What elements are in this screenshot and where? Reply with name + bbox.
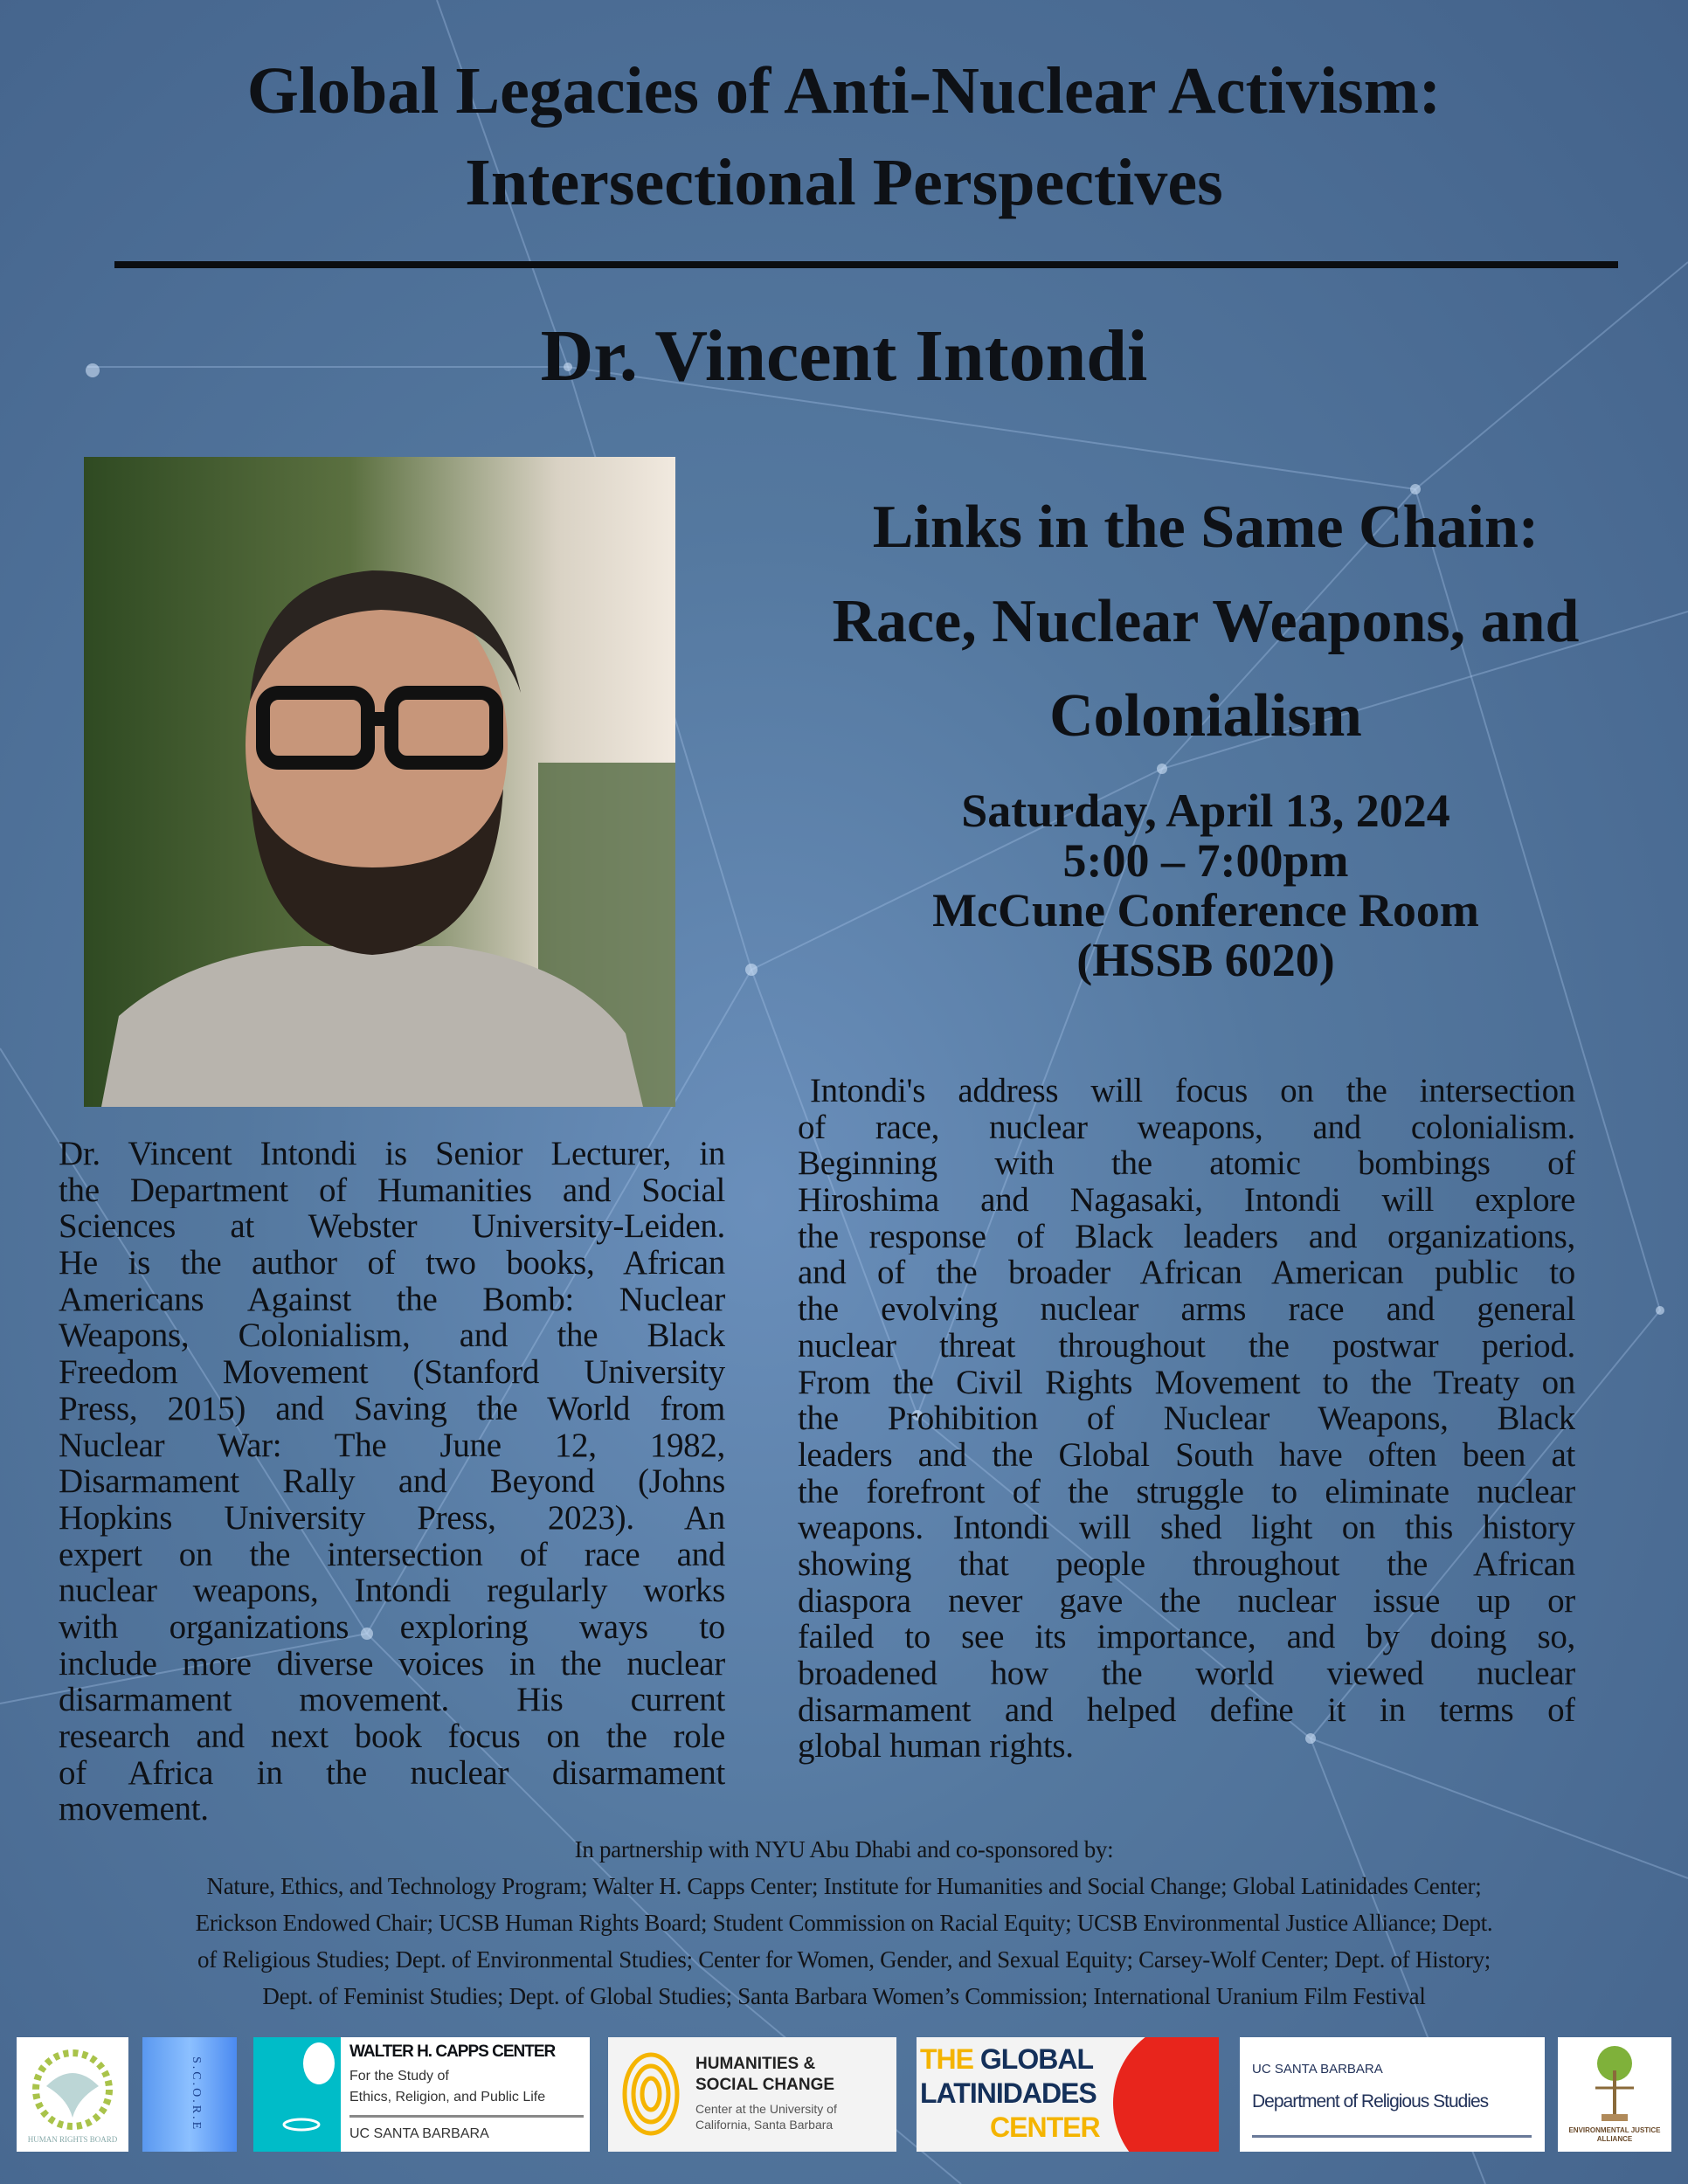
logo-text: Center at the University of: [695, 2102, 837, 2116]
speaker-name: Dr. Vincent Intondi: [540, 315, 1148, 397]
logo-text: For the Study of: [349, 2069, 449, 2084]
text-line: of Africa in the nuclear disarmament: [59, 1754, 725, 1792]
text-line: of race, nuclear weapons, and colonialism.: [798, 1109, 1575, 1146]
logo-text: CENTER: [990, 2111, 1100, 2143]
text-line: nuclear weapons, Intondi regularly works: [59, 1572, 725, 1609]
talk-title-line-2: Race, Nuclear Weapons, and: [832, 588, 1580, 655]
speaker-bio: [59, 1136, 725, 1828]
talk-title-line-1: Links in the Same Chain:: [872, 494, 1539, 561]
global-latinidades-logo: [917, 2037, 1219, 2152]
religious-studies-logo: [1240, 2037, 1545, 2152]
human-rights-board-logo: [17, 2037, 128, 2152]
globe-icon: [1091, 2037, 1219, 2152]
text-line: diaspora never gave the nuclear issue up or: [798, 1582, 1575, 1620]
talk-title-line-3: Colonialism: [1049, 682, 1362, 750]
text-line: leaders and the Global South have often been at: [798, 1436, 1575, 1474]
spiral-icon: [620, 2050, 681, 2138]
environmental-justice-alliance-logo: [1558, 2037, 1671, 2152]
text-line: Americans Against the Bomb: Nuclear: [59, 1281, 725, 1318]
capps-wave-icon: [253, 2037, 341, 2152]
logo-text: California, Santa Barbara: [695, 2118, 834, 2132]
text-line: Press, 2015) and Saving the World from: [59, 1390, 725, 1427]
sponsors-line: Erickson Endowed Chair; UCSB Human Rights Board; Student Commission on Racial Equity; UCSB Environmental Justice Alliance; Dept.: [195, 1910, 1493, 1936]
text-line: with organizations exploring ways to: [59, 1608, 725, 1646]
text-line: Dr. Vincent Intondi is Senior Lecturer, in: [59, 1136, 725, 1172]
score-logo: [142, 2037, 237, 2152]
text-line: nuclear threat throughout the postwar period.: [798, 1327, 1575, 1365]
sponsors-line: Dept. of Feminist Studies; Dept. of Global Studies; Santa Barbara Women’s Commission; International Uranium Film Festival: [262, 1983, 1426, 2009]
event-details: [751, 786, 1660, 985]
text-line: movement.: [59, 1791, 209, 1828]
logo-text: HUMANITIES &: [695, 2055, 816, 2073]
sponsors-section: [0, 1831, 1688, 2015]
text-line: disarmament movement. His current: [59, 1682, 725, 1718]
event-venue: McCune Conference Room: [932, 884, 1479, 936]
text-line: and of the broader African American public to: [798, 1254, 1575, 1292]
logo-text: Ethics, Religion, and Public Life: [349, 2090, 546, 2105]
logo-text: Department of Religious Studies: [1252, 2091, 1489, 2111]
text-line: research and next book focus on the role: [59, 1718, 725, 1755]
text-line: the response of Black leaders and organizations,: [798, 1218, 1575, 1255]
text-line: the forefront of the struggle to eliminate nuclear: [798, 1473, 1575, 1510]
text-line: broadened how the world viewed nuclear: [798, 1655, 1575, 1692]
text-line: Intondi's address will focus on the intersection: [810, 1073, 1575, 1109]
title-divider: [114, 261, 1618, 268]
sponsors-line: of Religious Studies; Dept. of Environmental Studies; Center for Women, Gender, and Sexual Equity; Carsey-Wolf Center; Dept. of History;: [197, 1946, 1491, 1973]
sponsors-line: Nature, Ethics, and Technology Program; Walter H. Capps Center; Institute for Humanities and Social Change; Global Latinidades Center;: [206, 1873, 1482, 1899]
logo-text: HUMAN RIGHTS BOARD: [27, 2135, 118, 2144]
logo-text: GLOBAL: [979, 2043, 1093, 2075]
logo-text: LATINIDADES: [920, 2077, 1097, 2109]
capps-center-logo: [253, 2037, 590, 2152]
text-line: global human rights.: [798, 1728, 1074, 1766]
text-line: He is the author of two books, African: [59, 1245, 725, 1282]
text-line: the Prohibition of Nuclear Weapons, Black: [798, 1400, 1575, 1437]
text-line: showing that people throughout the African: [798, 1545, 1575, 1583]
logo-text: ENVIRONMENTAL JUSTICE ALLIANCE: [1568, 2126, 1661, 2143]
talk-abstract: [798, 1073, 1575, 1765]
event-time: 5:00 – 7:00pm: [1062, 834, 1349, 887]
title-line-2: Intersectional Perspectives: [465, 146, 1223, 219]
text-line: Nuclear War: The June 12, 1982,: [59, 1427, 725, 1464]
text-line: Beginning with the atomic bombings of: [798, 1145, 1575, 1183]
text-line: Hiroshima and Nagasaki, Intondi will explore: [798, 1182, 1575, 1219]
logo-text: WALTER H. CAPPS CENTER: [349, 2042, 556, 2061]
text-line: the evolving nuclear arms race and general: [798, 1291, 1575, 1328]
text-line: expert on the intersection of race and: [59, 1536, 725, 1573]
tree-scale-icon: [1588, 2044, 1641, 2123]
logo-text: S.C.O.R.E: [190, 2056, 203, 2132]
event-room: (HSSB 6020): [1076, 934, 1335, 986]
logo-text: UC SANTA BARBARA: [349, 2126, 489, 2141]
poster-title: [0, 45, 1688, 229]
text-line: Sciences at Webster University-Leiden.: [59, 1208, 725, 1246]
text-line: Hopkins University Press, 2023). An: [59, 1499, 725, 1537]
text-line: Freedom Movement (Stanford University: [59, 1354, 725, 1391]
logo-text: UC SANTA BARBARA: [1252, 2062, 1383, 2077]
text-line: disarmament and helped define it in terms of: [798, 1691, 1575, 1729]
text-line: Weapons, Colonialism, and the Black: [59, 1317, 725, 1355]
text-line: Disarmament Rally and Beyond (Johns: [59, 1463, 725, 1500]
speaker-photo: [84, 457, 675, 1107]
humanities-social-change-logo: [608, 2037, 896, 2152]
text-line: weapons. Intondi will shed light on this history: [798, 1510, 1575, 1546]
text-line: the Department of Humanities and Social: [59, 1171, 725, 1209]
logo-text: SOCIAL CHANGE: [695, 2076, 835, 2094]
talk-title: [751, 480, 1660, 764]
text-line: From the Civil Rights Movement to the Treaty on: [798, 1364, 1575, 1401]
text-line: failed to see its importance, and by doing so,: [798, 1619, 1575, 1655]
sponsors-intro: In partnership with NYU Abu Dhabi and co-sponsored by:: [574, 1836, 1114, 1863]
text-line: include more diverse voices in the nuclear: [59, 1645, 725, 1683]
event-date: Saturday, April 13, 2024: [961, 784, 1450, 837]
title-line-1: Global Legacies of Anti-Nuclear Activism:: [246, 54, 1442, 128]
logo-text: THE: [920, 2043, 973, 2075]
